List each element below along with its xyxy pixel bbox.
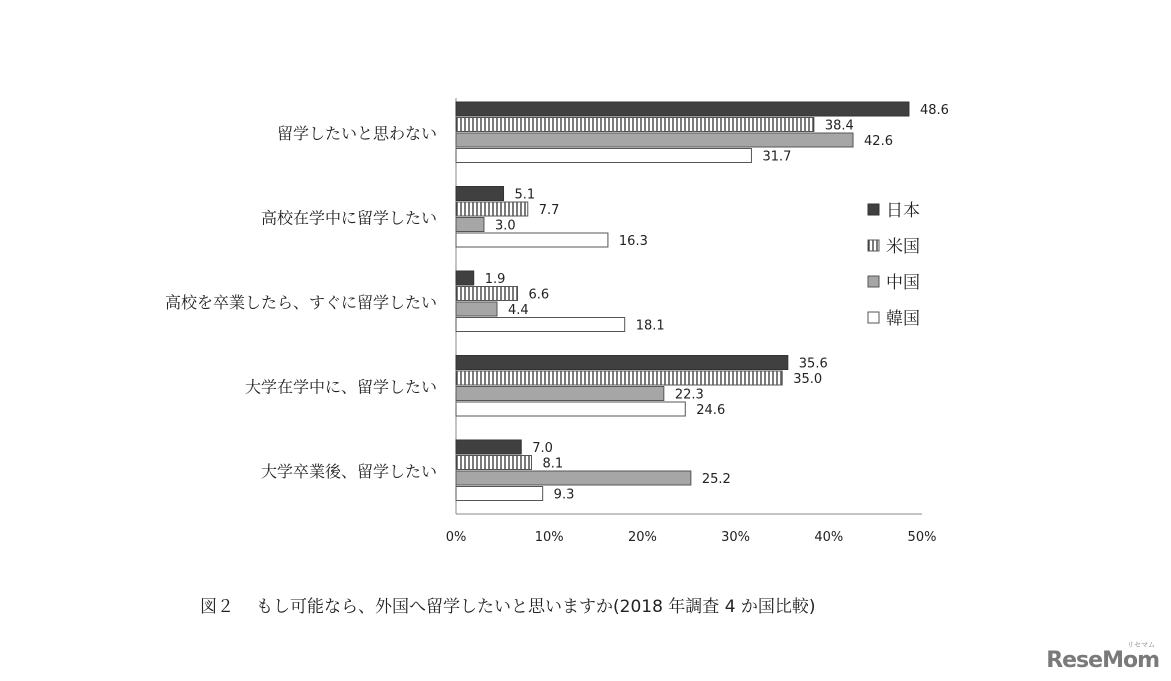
value-label-2-1: 6.6 xyxy=(528,287,550,303)
bar-0-2 xyxy=(456,133,853,147)
value-label-2-3: 18.1 xyxy=(635,318,665,334)
category-label-0: 留学したいと思わない xyxy=(276,124,437,143)
value-label-0-0: 48.6 xyxy=(919,103,949,118)
x-tick-1: 10% xyxy=(534,530,564,545)
figure-caption xyxy=(200,592,816,617)
x-tick-2: 20% xyxy=(627,530,657,545)
x-tick-5: 50% xyxy=(907,530,937,545)
legend-swatch-3 xyxy=(868,312,879,323)
x-tick-3: 30% xyxy=(721,530,751,545)
bar-4-0 xyxy=(456,440,521,454)
legend-label-3: 韓国 xyxy=(886,309,920,329)
legend-label-0: 日本 xyxy=(886,201,920,221)
bar-2-1 xyxy=(456,287,518,301)
value-label-3-1: 35.0 xyxy=(793,372,823,387)
value-label-4-2: 25.2 xyxy=(701,472,731,487)
bar-0-1 xyxy=(456,118,814,132)
legend-swatch-2 xyxy=(868,276,879,287)
category-labels xyxy=(165,124,437,481)
bar-1-0 xyxy=(456,187,504,201)
legend-swatch-0 xyxy=(868,204,879,215)
bar-3-1 xyxy=(456,371,782,385)
bar-1-1 xyxy=(456,202,528,216)
legend-label-2: 中国 xyxy=(886,273,920,293)
bar-1-2 xyxy=(456,218,484,232)
legend-swatch-1 xyxy=(868,240,879,251)
value-label-4-3: 9.3 xyxy=(553,487,575,503)
bar-4-3 xyxy=(456,487,543,501)
value-label-1-0: 5.1 xyxy=(514,187,536,203)
x-tick-labels xyxy=(446,530,937,545)
category-label-1: 高校在学中に留学したい xyxy=(260,208,437,228)
value-label-2-0: 1.9 xyxy=(484,272,506,287)
bar-0-3 xyxy=(456,149,751,163)
x-tick-4: 40% xyxy=(814,530,844,545)
bars xyxy=(456,102,909,501)
value-label-0-2: 42.6 xyxy=(864,134,893,149)
value-label-1-1: 7.7 xyxy=(538,203,560,218)
legend xyxy=(868,201,920,329)
bar-3-2 xyxy=(456,387,664,401)
figure-number: 図２ xyxy=(200,597,234,617)
category-label-4: 大学卒業後、留学したい xyxy=(260,462,437,481)
legend-label-1: 米国 xyxy=(886,237,920,257)
bar-1-3 xyxy=(456,233,608,247)
bar-2-2 xyxy=(456,302,497,316)
value-label-3-3: 24.6 xyxy=(696,403,726,418)
bar-3-3 xyxy=(456,402,685,416)
bar-0-0 xyxy=(456,102,909,116)
value-label-0-3: 31.7 xyxy=(762,149,792,165)
value-label-3-2: 22.3 xyxy=(674,387,704,403)
value-label-4-1: 8.1 xyxy=(542,456,564,472)
value-label-4-0: 7.0 xyxy=(532,441,553,456)
value-label-2-2: 4.4 xyxy=(508,303,529,318)
category-label-3: 大学在学中に、留学したい xyxy=(244,377,437,397)
bar-3-0 xyxy=(456,356,788,370)
bar-2-3 xyxy=(456,318,625,332)
resemom-logo xyxy=(1046,641,1159,673)
caption-text: もし可能なら、外国へ留学したいと思いますか(2018 年調査 4 か国比較) xyxy=(256,597,816,617)
value-label-1-2: 3.0 xyxy=(494,218,516,234)
bar-2-0 xyxy=(456,271,474,285)
logo-subtext: リセマム xyxy=(1127,641,1155,649)
x-tick-0: 0% xyxy=(445,530,467,545)
bar-4-2 xyxy=(456,471,691,485)
value-label-3-0: 35.6 xyxy=(798,356,828,372)
value-label-1-3: 16.3 xyxy=(618,234,648,249)
bar-4-1 xyxy=(456,456,531,470)
value-label-0-1: 38.4 xyxy=(824,118,854,134)
logo-text: ReseMom xyxy=(1046,648,1159,673)
category-label-2: 高校を卒業したら、すぐに留学したい xyxy=(164,293,437,312)
